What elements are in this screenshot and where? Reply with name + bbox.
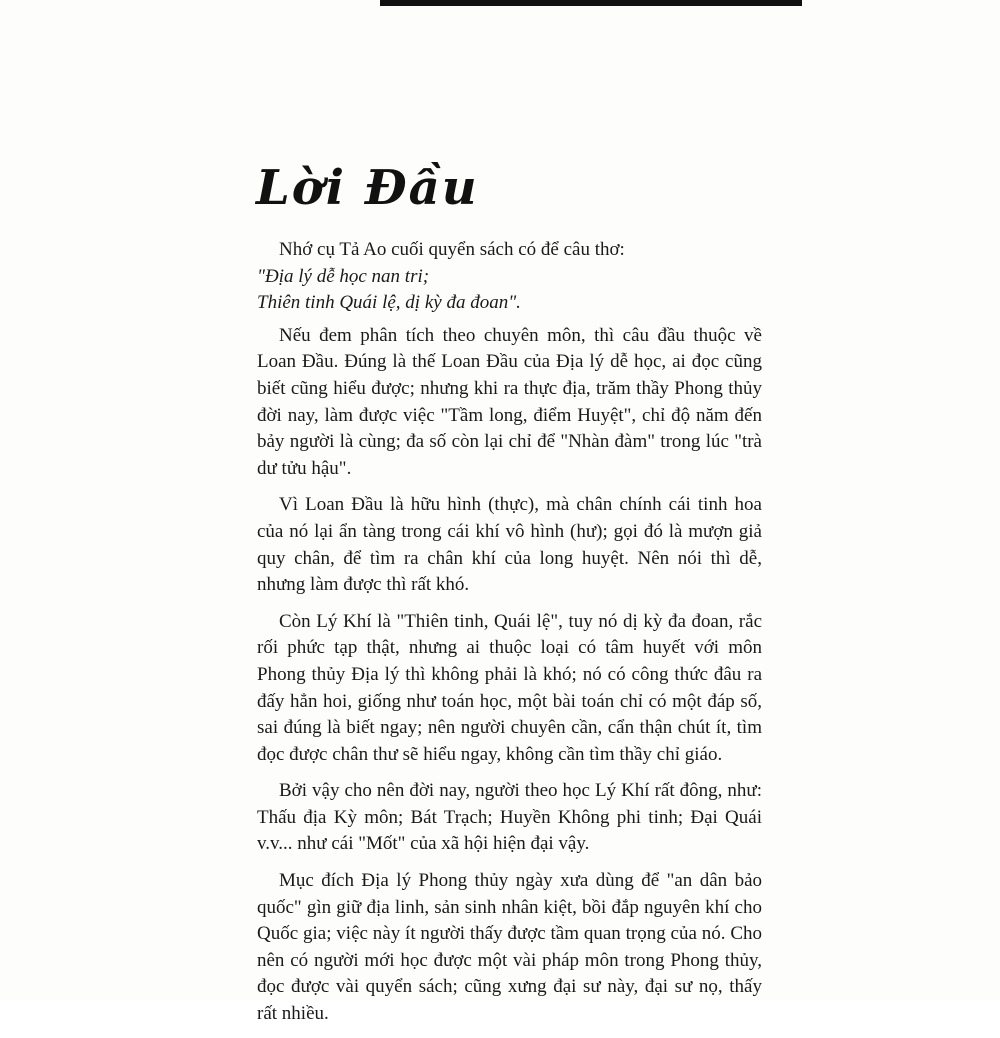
paragraph-3: Còn Lý Khí là "Thiên tinh, Quái lệ", tuy nó dị kỳ đa đoan, rắc rối phức tạp thật, nhưng ai thuộc loại có tâm huyết với môn Phong thủy Địa lý thì không phải là khó; nó có công thức đâu ra đấy hẳn hoi, giống như toán học, một bài toán chỉ có một đáp số, sai đúng là biết ngay; nên người chuyên cần, cẩn thận chút ít, tìm đọc được chân thư sẽ hiểu ngay, không cần tìm thầy chỉ giáo. <box>257 610 762 765</box>
verse-line-2: Thiên tinh Quái lệ, dị kỳ đa đoan". <box>257 292 521 314</box>
page-top-edge <box>380 0 802 6</box>
chapter-title: Lời Đầu <box>256 160 479 216</box>
poem-intro: Nhớ cụ Tả Ao cuối quyển sách có để câu thơ: <box>279 239 625 260</box>
verse-line-1: "Địa lý dễ học nan tri; <box>257 265 430 287</box>
opening-poem <box>257 237 762 317</box>
paragraph-1: Nếu đem phân tích theo chuyên môn, thì câu đầu thuộc về Loan Đầu. Đúng là thế Loan Đầu của Địa lý dễ học, ai đọc cũng biết cũng hiểu được; nhưng khi ra thực địa, trăm thầy Phong thủy đời nay, làm được việc "Tầm long, điểm Huyệt", chỉ độ năm đến bảy người là cùng; đa số còn lại chỉ để "Nhàn đàm" trong lúc "trà dư tửu hậu". <box>257 324 762 479</box>
paragraph-5: Mục đích Địa lý Phong thủy ngày xưa dùng để "an dân bảo quốc" gìn giữ địa linh, sản sinh nhân kiệt, bồi đắp nguyên khí cho Quốc gia; việc này ít người thấy được tầm quan trọng của nó. Cho nên có người mới học được một vài pháp môn trong Phong thủy, đọc được vài quyển sách; cũng xưng đại sư này, đại sư nọ, thấy rất nhiều. <box>257 870 762 1025</box>
paragraph-4: Bởi vậy cho nên đời nay, người theo học Lý Khí rất đông, như: Thấu địa Kỳ môn; Bát Trạch; Huyền Không phi tinh; Đại Quái v.v... như cái "Mốt" của xã hội hiện đại vậy. <box>257 780 762 855</box>
body-text <box>257 237 762 1038</box>
paragraph-2: Vì Loan Đầu là hữu hình (thực), mà chân chính cái tinh hoa của nó lại ẩn tàng trong cái khí vô hình (hư); gọi đó là mượn giả quy chân, để tìm ra chân khí của long huyệt. Nên nói thì dễ, nhưng làm được thì rất khó. <box>257 494 762 596</box>
